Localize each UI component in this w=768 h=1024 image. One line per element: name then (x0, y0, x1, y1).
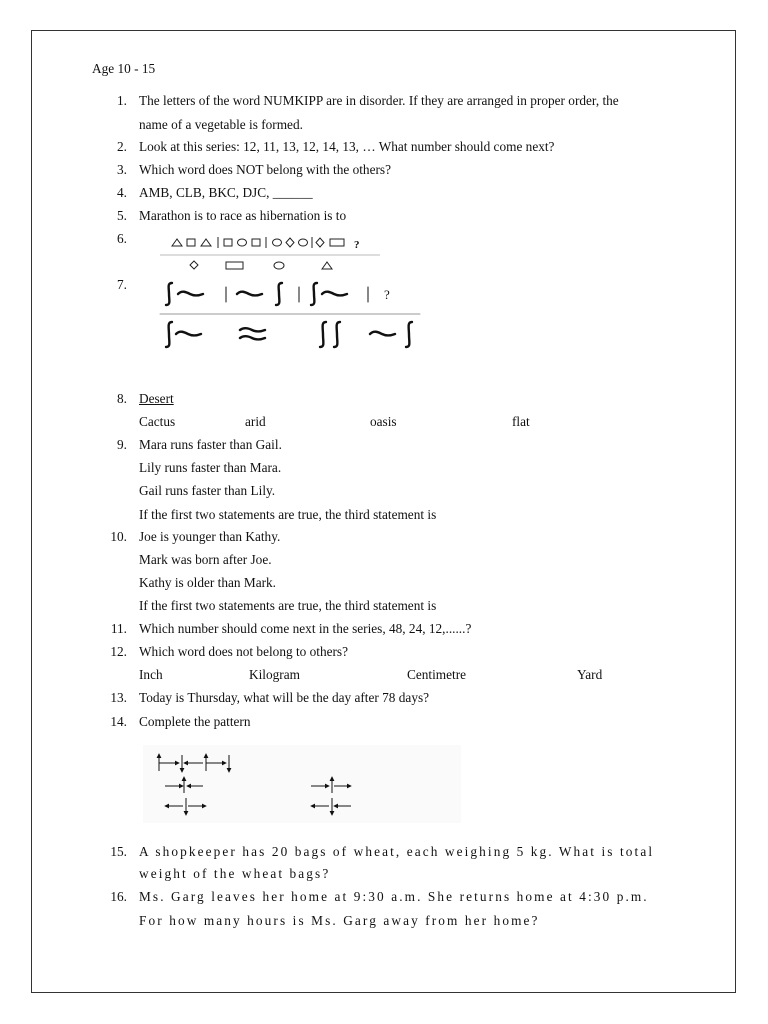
question-12-text: Which word does not belong to others? (139, 644, 349, 659)
question-4-text: AMB, CLB, BKC, DJC, ______ (139, 185, 313, 200)
question-number: 9. (117, 437, 127, 452)
question-number: 1. (117, 93, 127, 108)
question-number: 14. (110, 714, 127, 729)
question-number: 4. (117, 185, 127, 200)
option-cactus: Cactus (139, 414, 176, 429)
question-15-line-2: weight of the wheat bags? (139, 866, 331, 881)
question-number: 8. (117, 391, 127, 406)
question-number: 2. (117, 139, 127, 154)
question-number: 10. (110, 529, 127, 544)
option-flat: flat (512, 414, 530, 429)
age-range-header: Age 10 - 15 (92, 61, 156, 76)
question-number: 11. (110, 621, 127, 636)
statement-line: Kathy is older than Mark. (139, 575, 277, 590)
question-number: 5. (117, 208, 127, 223)
question-13-text: Today is Thursday, what will be the day after 78 days? (139, 690, 430, 705)
option-inch: Inch (139, 667, 163, 682)
question-16-line-2: For how many hours is Ms. Garg away from her home? (139, 913, 540, 928)
question-2-text: Look at this series: 12, 11, 13, 12, 14, 13, … What number should come next? (139, 139, 555, 154)
figure-question-mark: ? (354, 239, 360, 251)
shape-sequence-figure (160, 234, 420, 274)
question-15-line-1: A shopkeeper has 20 bags of wheat, each weighing 5 kg. What is total (139, 844, 655, 859)
statement-line: Mark was born after Joe. (139, 552, 272, 567)
question-number: 6. (117, 231, 127, 246)
statement-line: Lily runs faster than Mara. (139, 460, 282, 475)
statement-line: If the first two statements are true, the third statement is (139, 598, 437, 613)
question-number: 16. (110, 889, 127, 904)
question-number: 3. (117, 162, 127, 177)
question-3-text: Which word does NOT belong with the others? (139, 162, 391, 177)
question-1-line-2: name of a vegetable is formed. (139, 117, 303, 132)
arrow-pattern-figure (143, 745, 463, 825)
statement-line: If the first two statements are true, the third statement is (139, 507, 437, 522)
question-number: 7. (117, 277, 127, 292)
question-11-text: Which number should come next in the series, 48, 24, 12,......? (139, 621, 472, 636)
option-yard: Yard (577, 667, 603, 682)
statement-line: Gail runs faster than Lily. (139, 483, 276, 498)
question-number: 13. (110, 690, 127, 705)
question-16-line-1: Ms. Garg leaves her home at 9:30 a.m. She returns home at 4:30 p.m. (139, 889, 649, 904)
option-centimetre: Centimetre (407, 667, 467, 682)
question-1-line-1: The letters of the word NUMKIPP are in disorder. If they are arranged in proper order, the (139, 93, 619, 108)
option-kilogram: Kilogram (249, 667, 300, 682)
option-arid: arid (245, 414, 266, 429)
question-14-text: Complete the pattern (139, 714, 251, 729)
question-number: 15. (110, 844, 127, 859)
option-oasis: oasis (370, 414, 397, 429)
question-5-text: Marathon is to race as hibernation is to (139, 208, 347, 223)
figure-question-mark: ? (384, 287, 390, 302)
question-number: 12. (110, 644, 127, 659)
statement-line: Joe is younger than Kathy. (139, 529, 281, 544)
question-8-word: Desert (139, 391, 174, 406)
statement-line: Mara runs faster than Gail. (139, 437, 282, 452)
